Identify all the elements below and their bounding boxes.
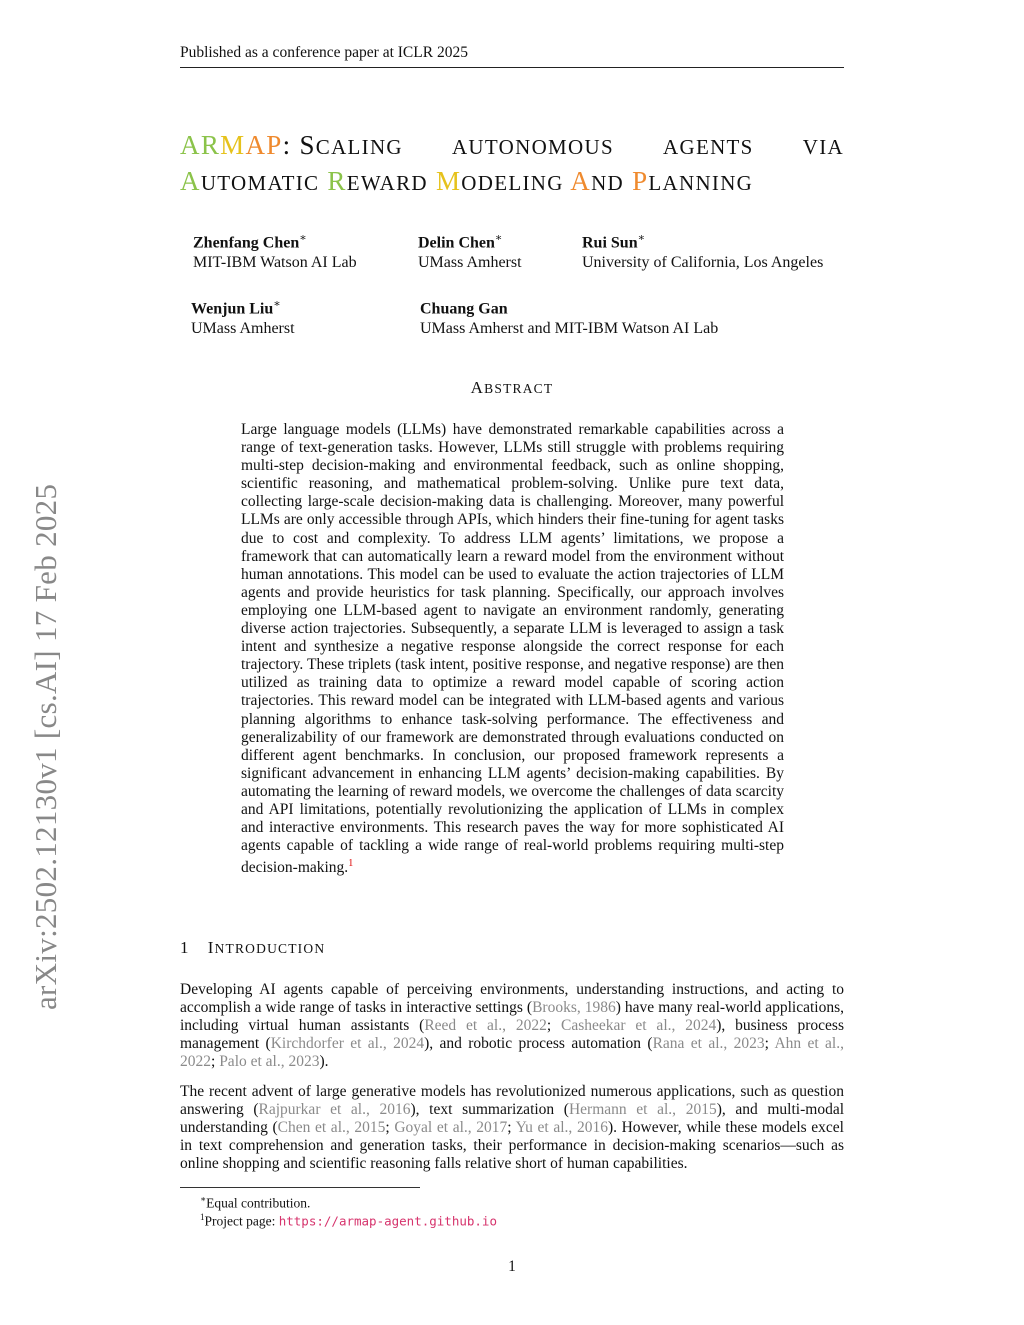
intro-paragraph-1: Developing AI agents capable of perceiving environments, understanding instructions, and acting to accomplish a wide range of tasks in interactive settings (Brooks, 1986) have many real-world applications, including virtual human assistants (Reed et al., 2022; Casheekar et al., 2024), business process management (Kirchdorfer et al., 2024), and robotic process automation (Rana et al., 2023; Ahn et al., 2022; Palo et al., 2023).: [180, 981, 844, 1071]
title-acronym-letter: A: [245, 130, 267, 160]
body-text: ).: [319, 1053, 329, 1071]
author-affiliation: MIT-IBM Watson AI Lab: [193, 254, 357, 272]
equal-contrib-mark: ∗: [299, 232, 307, 244]
body-text: ). However, while these models excel in text comprehension and generation tasks, their performance in decision-making scenarios—such as online shopping and scientific reasoning falls relative short of human capabilities.: [180, 1119, 844, 1173]
title-rest: CALING: [315, 135, 403, 159]
page-number: 1: [508, 1258, 516, 1275]
title-acronym-letter: A: [180, 130, 201, 160]
author-affiliation: University of California, Los Angeles: [582, 254, 824, 272]
author-name: Zhenfang Chen: [193, 234, 300, 252]
citation-link[interactable]: Palo et al., 2023: [219, 1053, 320, 1071]
section-heading-introduction: [180, 938, 325, 958]
footnote-mark: 1: [200, 1212, 205, 1222]
title-rest: LANNING: [648, 171, 754, 195]
citation-link[interactable]: Casheekar et al., 2024: [561, 1017, 717, 1035]
title-cap: M: [435, 166, 462, 196]
section-title-rest: NTRODUCTION: [214, 941, 326, 956]
footnote-mark: ∗: [200, 1194, 207, 1204]
citation-link[interactable]: Yu et al., 2016: [515, 1119, 608, 1137]
title-line-2: [180, 164, 844, 200]
title-acronym-letter: P: [266, 130, 283, 160]
intro-paragraph-2: The recent advent of large generative models has revolutionized numerous applications, such as question answering (Rajpurkar et al., 2016), text summarization (Hermann et al., 2015), and multi-modal understanding (Chen et al., 2015; Goyal et al., 2017; Yu et al., 2016). However, while these models excel in text comprehension and generation tasks, their performance in decision-making scenarios—such as online shopping and scientific reasoning falls relative short of human capabilities.: [180, 1083, 845, 1173]
title-rest: EWARD: [346, 171, 428, 195]
citation-link[interactable]: Brooks, 1986: [532, 999, 616, 1017]
citation-link[interactable]: Kirchdorfer et al., 2024: [270, 1035, 425, 1053]
title-word: [452, 128, 614, 164]
title-rest: VIA: [802, 135, 844, 159]
author-name: Delin Chen: [418, 234, 495, 252]
citation-link[interactable]: Rana et al., 2023: [652, 1035, 765, 1053]
citation-link[interactable]: Hermann et al., 2015: [568, 1101, 717, 1119]
title-word: [436, 166, 564, 196]
author-block: [420, 294, 718, 339]
title-rest: ODELING: [461, 171, 564, 195]
title-cap: S: [299, 130, 316, 160]
author-block: [418, 228, 522, 273]
title-word: [632, 166, 753, 196]
citation-link[interactable]: Chen et al., 2015: [277, 1119, 386, 1137]
title-rest: AUTONOMOUS: [451, 135, 614, 159]
paper-title: [180, 128, 844, 200]
title-acronym-letter: M: [220, 130, 246, 160]
footnote-text: Equal contribution.: [206, 1195, 311, 1211]
equal-contrib-mark: ∗: [494, 232, 503, 244]
equal-contrib-mark: ∗: [637, 232, 646, 244]
title-rest: UTOMATIC: [200, 171, 320, 195]
author-name: Rui Sun: [582, 234, 638, 252]
body-text: ) have many real-world applications, including virtual human assistants (: [180, 999, 844, 1035]
author-affiliation: UMass Amherst and MIT-IBM Watson AI Lab: [420, 320, 719, 338]
body-text: ), business process management (: [180, 1017, 844, 1053]
title-cap: P: [632, 166, 649, 196]
footnote-rule: [180, 1187, 420, 1188]
body-text: ), and robotic process automation (: [424, 1035, 653, 1053]
title-word: [570, 166, 624, 196]
title-word: ARMAP: SCALING: [180, 130, 403, 160]
title-cap: R: [327, 166, 347, 196]
abstract-heading: [180, 378, 844, 398]
title-word: [663, 128, 754, 164]
body-text: ), text summarization (: [410, 1101, 569, 1119]
title-cap: A: [180, 166, 201, 196]
project-url-link[interactable]: https://armap-agent.github.io: [278, 1213, 497, 1229]
abstract-body: [241, 421, 784, 878]
title-word: [803, 128, 844, 164]
section-title-cap: I: [207, 938, 215, 957]
author-block: [191, 294, 295, 339]
title-rest: AGENTS: [663, 135, 754, 159]
citation-link[interactable]: Ahn et al., 2022: [180, 1035, 844, 1071]
title-acronym: [180, 130, 283, 160]
running-header: Published as a conference paper at ICLR 2025: [180, 44, 844, 68]
author-block: [582, 228, 823, 273]
title-word: [180, 166, 319, 196]
body-text: ), and multi-modal understanding (: [180, 1101, 845, 1137]
footnote-text: Project page:: [204, 1213, 279, 1229]
author-block: [193, 228, 357, 273]
abstract-text: Large language models (LLMs) have demonstrated remarkable capabilities across a range of text-generation tasks. However, LLMs still struggle with problems requiring multi-step decision-making and environmental feedback, such as online shopping, scientific reasoning, and mathematical problem-solving. Unlike pure text data, collecting large-scale decision-making data is challenging. Moreover, many powerful LLMs are only accessible through APIs, which hinders their fine-tuning for agent tasks due to cost and complexity. To address LLM agents’ limitations, we propose a framework that can automatically learn a reward model from the environment without human annotations. This model can be used to evaluate the action trajectories of LLM agents and provide heuristics for task planning. Specifically, our approach involves employing one LLM-based agent to navigate an environment randomly, generating diverse action trajectories. Subsequently, a separate LLM is leveraged to assign a task intent and synthesize a negative response alongside the correct response for each trajectory. These triplets (task intent, positive response, and negative response) are then utilized as training data to optimize a reward model capable of scoring action trajectories. This reward model can be integrated with LLM-based agents and various planning algorithms to enhance task-solving performance. The effectiveness and generalizability of our framework are demonstrated through evaluations conducted on different agent benchmarks. In conclusion, our proposed framework represents a significant advancement in enhancing LLM agents’ decision-making capabilities. By automating the learning of reward models, we overcome the challenges of data scarcity and API limitations, potentially revolutionizing the application of LLMs in complex and interactive environments. This research paves the way for more sophisticated AI agents capable of tackling a wide range of real-world problems requiring multi-step decision-making.: [241, 421, 784, 877]
author-name: Wenjun Liu: [191, 300, 274, 318]
body-text: Developing AI agents capable of perceiving environments, understanding instructions, and acting to accomplish a wide range of tasks in interactive settings (: [180, 981, 844, 1017]
abstract-heading-rest: BSTRACT: [484, 381, 554, 396]
equal-contrib-mark: ∗: [273, 298, 281, 310]
title-cap: A: [570, 166, 592, 196]
author-name: Chuang Gan: [420, 300, 508, 318]
author-affiliation: UMass Amherst: [418, 254, 522, 272]
author-affiliation: UMass Amherst: [191, 320, 295, 338]
body-text: The recent advent of large generative models has revolutionized numerous applications, such as question answering (: [180, 1083, 844, 1119]
abstract-heading-cap: A: [470, 378, 485, 397]
citation-link[interactable]: Rajpurkar et al., 2016: [258, 1101, 411, 1119]
title-acronym-letter: R: [200, 130, 221, 160]
citation-link[interactable]: Reed et al., 2022: [424, 1017, 547, 1035]
footnote-project-page: [200, 1208, 497, 1231]
title-rest: ND: [591, 171, 624, 195]
footnote-link[interactable]: 1: [348, 858, 354, 870]
section-number: 1: [180, 938, 190, 957]
title-line-1: [180, 128, 844, 164]
arxiv-stamp: arXiv:2502.12130v1 [cs.AI] 17 Feb 2025: [28, 483, 63, 1010]
citation-link[interactable]: Goyal et al., 2017: [394, 1119, 508, 1137]
title-word: [327, 166, 427, 196]
